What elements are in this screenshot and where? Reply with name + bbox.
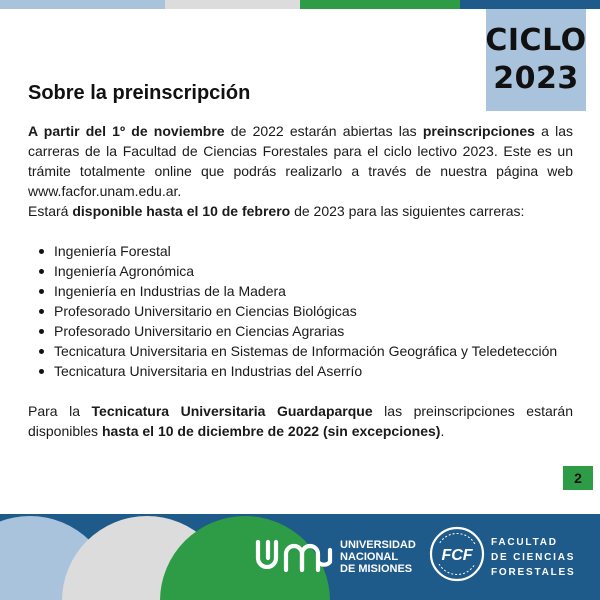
careers-list [28, 241, 573, 381]
top-band-green [300, 0, 460, 9]
fcf-line-3: FORESTALES [491, 567, 576, 578]
text-disponibles: las preinscripciones estarán disponibles [28, 403, 573, 439]
bold-deadline: disponible hasta el 10 de febrero [72, 203, 291, 219]
list-item: Tecnicatura Universitaria en Sistemas de Información Geográfica y Teledetección [28, 341, 573, 361]
fcf-line-2: DE CIENCIAS [491, 552, 576, 563]
list-item: Ingeniería Forestal [28, 241, 573, 261]
list-item: Profesorado Universitario en Ciencias Agrarias [28, 321, 573, 341]
list-item: Ingeniería Agronómica [28, 261, 573, 281]
text-para-la: Para la [28, 403, 92, 419]
spacer [28, 221, 573, 241]
fcf-mark: FCF [441, 547, 473, 564]
body-content [28, 121, 573, 441]
spacer [28, 381, 573, 401]
top-band-grey [165, 0, 300, 9]
fcf-logo-icon [429, 526, 485, 582]
unam-line-2: NACIONAL [340, 551, 399, 563]
list-item: Tecnicatura Universitaria en Industrias del Aserrío [28, 361, 573, 381]
fcf-name [491, 535, 575, 580]
text-period: . [440, 423, 445, 439]
bold-guardaparque: Tecnicatura Universitaria Guardaparque [91, 403, 373, 419]
unam-line-3: DE MISIONES [340, 563, 413, 575]
top-band-blue [0, 0, 165, 9]
list-item: Profesorado Universitario en Ciencias Biológicas [28, 301, 573, 321]
ciclo-badge [486, 9, 586, 111]
top-color-band [0, 0, 600, 9]
bold-december-deadline: hasta el 10 de diciembre de 2022 (sin excepciones) [101, 423, 441, 439]
list-item: Ingeniería en Industrias de la Madera [28, 281, 573, 301]
text-online-process: a las carreras de la Facultad de Ciencias Forestales para el ciclo lectivo 2023. Este es un trámite totalmente online que podrás realizarlo a través de nuestra página web www.facfor.unam.edu.ar. [28, 123, 573, 199]
text-estara: Estará [28, 203, 73, 219]
paragraph-guardaparque [28, 401, 573, 441]
unam-name [340, 539, 416, 575]
ciclo-year: 2023 [493, 61, 579, 96]
fcf-line-1: FACULTAD [491, 537, 558, 548]
bold-preinscripciones: preinscripciones [422, 123, 535, 139]
paragraph-start-date [28, 121, 573, 201]
text-careers-intro: de 2023 para las siguientes carreras: [290, 203, 525, 219]
paragraph-deadline [28, 201, 573, 221]
bold-start-date: A partir del 1º de noviembre [28, 123, 225, 139]
unam-line-1: UNIVERSIDAD [340, 539, 416, 551]
text-start-date: de 2022 estarán abiertas las [224, 123, 423, 139]
page-number-badge: 2 [563, 466, 593, 490]
page-title: Sobre la preinscripción [28, 82, 251, 104]
unam-logo-icon [254, 538, 334, 574]
top-band-darkblue [460, 0, 600, 9]
ciclo-label: CICLO [485, 23, 587, 58]
